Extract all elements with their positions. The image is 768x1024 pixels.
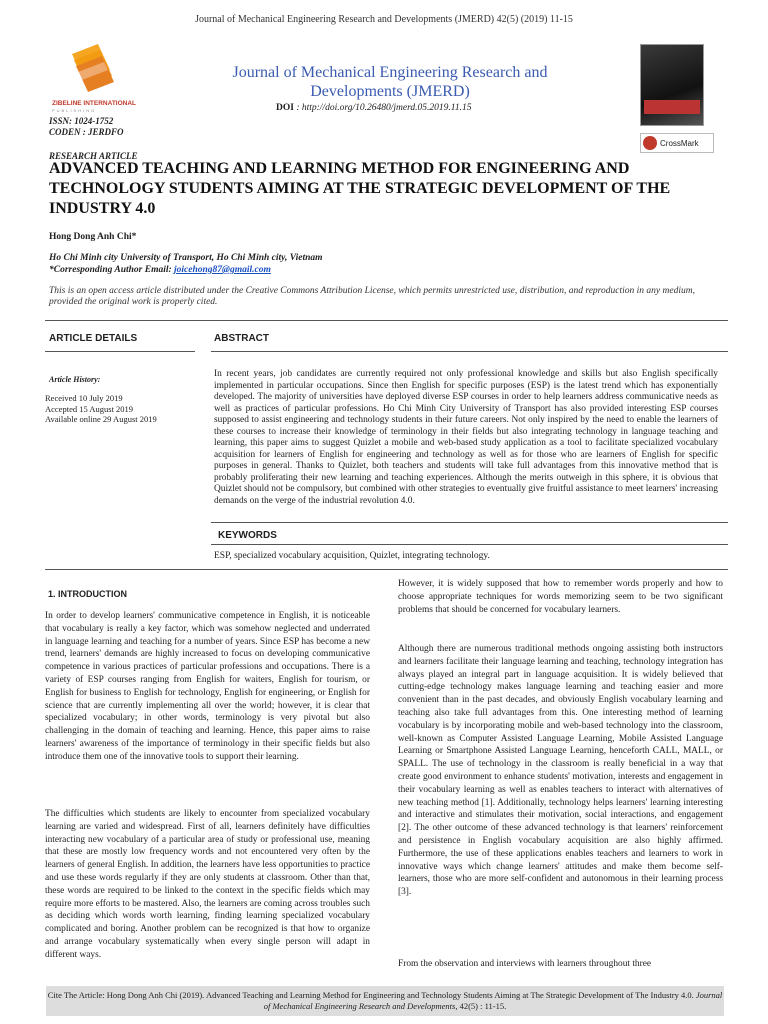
divider: [45, 351, 195, 352]
body-paragraph: However, it is widely supposed that how to remember words properly and how to choose appropriate techniques for words memorizing seem to be two significant problems that should be concerned for vocabulary learners.: [398, 579, 723, 615]
article-type: RESEARCH ARTICLE: [49, 151, 138, 161]
divider: [211, 351, 728, 352]
body-paragraph: In order to develop learners' communicative competence in English, it is noticeable that vocabulary is really a key factor, which was somehow neglected and underrated in language learning and teaching for a number of years. Since ESP has become a new trend, learners' demands are highly increased to focus on developing communicative competence in various practices of particular professions and occupations. There is a variety of ESP courses ranging from English for waiters, English for tourism, or English for business to English for technology, English for engineering, or English for science that are currently implementing all over the world; however, it is clear that specialized vocabulary; in other words, terminology is very pivotal but also challenging in the domain of teaching and learning. Hence, this paper aims to raise learners' awareness of the importance of terminology in their specific fields but also introduce them one of the innovative tools to support their learning.: [45, 611, 370, 762]
keywords: ESP, specialized vocabulary acquisition, Quizlet, integrating technology.: [214, 551, 490, 561]
abstract-heading: ABSTRACT: [214, 333, 269, 344]
abstract-text: In recent years, job candidates are currently required not only professional knowledge and skills but also English specifically implemented in particular occupations. Since then English for specific purposes (ESP) is the latest trend which has exponentially developed. The majority of universities have deployed diverse ESP courses in order to help learners address communicative needs as well as practices of particular professions. Ho Chi Minh City University of Transport has also provided interesting ESP courses supposed to assist engineering and technology students in their future careers. Not only inspired by the need to enable the learners of these courses to increase their knowledge of terminology in their fields but also integrating technology in language teaching and learning, this paper aims to suggest Quizlet a mobile and web-based study application as a tool to facilitate specialized vocabulary acquisition for learners of English for engineering and technology as well as for those who are learners of English for specific purposes in general. Thanks to Quizlet, both teachers and students will take full advantages from this innovative method that is probably proliferating their new learning and teaching experiences. Although the merits outweigh in this sphere, it is obvious that Quizlet should not be compulsory, but combined with other strategies to eventually give fruitful assistance to meet learners' increasing demands on the verge of the industrial revolution 4.0.: [214, 369, 718, 506]
corresponding-author: *Corresponding Author Email: joicehong87@gmail.com: [49, 265, 271, 275]
keywords-heading: KEYWORDS: [218, 530, 277, 541]
issn: ISSN: 1024-1752: [49, 116, 114, 126]
doi-label: DOI: [276, 103, 294, 113]
doi[interactable]: [276, 103, 471, 113]
body-paragraph: The difficulties which students are likely to encounter from specialized vocabulary learning are varied and widespread. First of all, learners definitely have difficulties interacting new vocabulary of a particular area of study or professional use, meaning that these are mostly low frequency words and not encountered very often by the learners of general English. In addition, the learners have less opportunities to practice and use these words regularly if they are only students at classroom. Other than that, these words are required to be linked to the context in the specific fields which may require more efforts to be mastered. Also, the learners are coming across troubles such as deciding which words worth learning, finding learning specialized vocabulary complicated and boring. Another problem can be recognized is that how to organize and arrange vocabulary systematically when every single person will adapt in different ways.: [45, 809, 370, 960]
author: Hong Dong Anh Chi*: [49, 232, 137, 242]
history-online: Available online 29 August 2019: [45, 414, 157, 424]
footer-cite: Cite The Article: Hong Dong Anh Chi (2019). Advanced Teaching and Learning Method for Engineering and Technology Students Aiming at The Strategic Development of The Industry 4.0.: [47, 990, 694, 1000]
divider: [211, 522, 728, 523]
license-note: This is an open access article distributed under the Creative Commons Attribution License, which permits unrestricted use, distribution, and reproduction in any medium, provided the original work is properly cited.: [49, 286, 695, 307]
crossmark-icon: [643, 136, 657, 150]
body-paragraph: Although there are numerous traditional methods ongoing assisting both instructors and learners facilitate their language learning and teaching, technology integration has always played an integral part in language acquisition. It is widely believed that cutting-edge technology makes language learning and teaching easier and more convenient than in the past decades, and obviously English vocabulary learning and teaching also take full advantages from this. One interesting method of learning vocabulary is by incorporating mobile and web-based technology into the classroom, well-known as Computer Assisted Language Learning, Mobile Assisted Language Learning or Smartphone Assisted Language Learning, henceforth CALL, MALL, or SPALL. The use of technology in the classroom is really beneficial in a way that create good environment to enhance students' motivation, interests and engagement in their vocabulary learning as well as enables teachers to interact with alternatives of new teaching method [1]. Additionally, technology helps learners' learning interesting and interactive and stimulates their motivation, social interactions, and engagement [2]. The other outcome of these advanced technology is that learners' reinforcement and persistence in English vocabulary acquisition are also highly affirmed. Furthermore, the use of these applications enables teachers and learners to work in innovative ways which change learners' attitudes and make them become self-learners, those who are more self-confident and autonomous in their learning process [3].: [398, 644, 723, 898]
divider: [45, 320, 728, 321]
affiliation-block: [49, 252, 323, 276]
footer-volume: 42(5) : 11-15.: [459, 1000, 507, 1011]
affiliation: Ho Chi Minh city University of Transport, Ho Chi Minh city, Vietnam: [49, 253, 323, 263]
divider: [45, 569, 728, 570]
introduction-heading: 1. INTRODUCTION: [48, 589, 128, 599]
body-paragraph: From the observation and interviews with learners throughout three: [398, 959, 652, 969]
publisher-name: ZIBELINE INTERNATIONAL: [52, 100, 137, 107]
running-head: Journal of Mechanical Engineering Research and Developments (JMERD) 42(5) (2019) 11-15: [195, 14, 573, 25]
history-accepted: Accepted 15 August 2019: [45, 403, 134, 414]
email-link[interactable]: joicehong87@gmail.com: [174, 265, 271, 275]
crossmark-badge[interactable]: [640, 133, 714, 153]
article-details-heading: ARTICLE DETAILS: [49, 333, 138, 344]
journal-title: Journal of Mechanical Engineering Research and Developments (JMERD): [232, 64, 548, 100]
publisher-logo: [52, 40, 142, 110]
issn-coden: [49, 116, 124, 138]
cover-band: [644, 100, 700, 114]
citation-footer: [46, 986, 724, 1016]
crossmark-label: CrossMark: [660, 138, 699, 148]
doi-link[interactable]: : http://doi.org/10.26480/jmerd.05.2019.11.15: [296, 103, 472, 113]
history-received: Received 10 July 2019: [45, 393, 123, 403]
footer-journal: Journal of Mechanical Engineering Research and Developments,: [263, 990, 723, 1011]
paper-title: ADVANCED TEACHING AND LEARNING METHOD FOR ENGINEERING AND TECHNOLOGY STUDENTS AIMING AT THE STRATEGIC DEVELOPMENT OF THE INDUSTRY 4.0: [49, 160, 671, 217]
divider: [211, 544, 728, 545]
coden: CODEN : JERDFO: [49, 127, 124, 137]
history-dates: [45, 393, 157, 425]
history-label: Article History:: [49, 375, 101, 384]
publisher-tagline: PUBLISHING: [52, 108, 97, 113]
